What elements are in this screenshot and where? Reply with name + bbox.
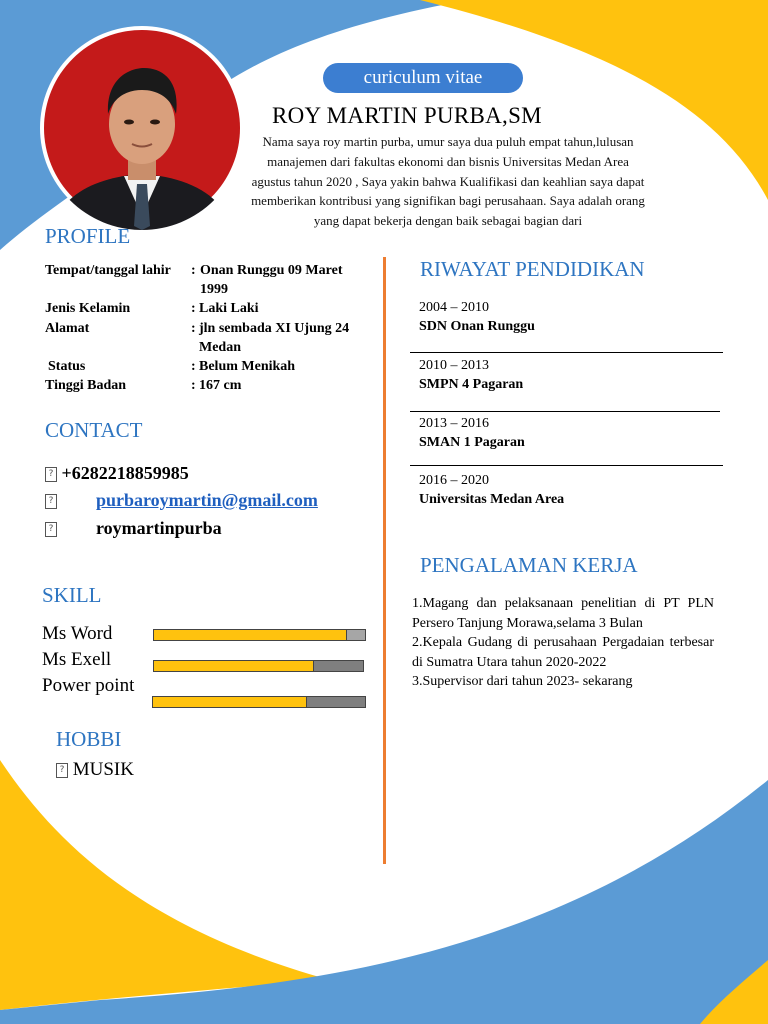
education-item bbox=[419, 357, 523, 395]
profile-row bbox=[45, 261, 371, 299]
skill-label: Power point bbox=[42, 675, 135, 696]
education-item bbox=[419, 415, 525, 453]
education-years: 2016 – 2020 bbox=[419, 473, 489, 488]
education-years: 2010 – 2013 bbox=[419, 358, 489, 373]
profile-value: 167 cm bbox=[199, 378, 242, 394]
profile-row bbox=[45, 319, 371, 357]
skill-bar-fill bbox=[153, 697, 307, 707]
profile-heading: PROFILE bbox=[45, 224, 131, 248]
profile-key: Tinggi Badan bbox=[45, 378, 127, 394]
contact-email-row bbox=[45, 490, 318, 511]
experience-heading: PENGALAMAN KERJA bbox=[420, 553, 638, 577]
experience-item: 3.Supervisor dari tahun 2023- sekarang bbox=[412, 674, 633, 689]
skill-bar-fill bbox=[154, 630, 347, 640]
contact-phone-row bbox=[45, 463, 189, 484]
social-icon: ? bbox=[45, 522, 57, 537]
skill-bar bbox=[153, 660, 364, 672]
contact-heading: CONTACT bbox=[45, 418, 143, 442]
cv-title-pill: curiculum vitae bbox=[323, 63, 523, 93]
contact-email-link[interactable]: purbaroymartin@gmail.com bbox=[96, 490, 318, 510]
profile-key: Status bbox=[48, 359, 86, 375]
skill-bar-fill bbox=[154, 661, 314, 671]
education-divider bbox=[410, 411, 720, 412]
profile-row bbox=[45, 299, 371, 318]
profile-value: jln sembada XI Ujung 24 Medan bbox=[199, 320, 350, 355]
phone-icon: ? bbox=[45, 467, 57, 482]
profile-key: Jenis Kelamin bbox=[45, 301, 131, 317]
contact-phone: +6282218859985 bbox=[61, 463, 189, 483]
skill-bar bbox=[152, 696, 366, 708]
skill-label: Ms Exell bbox=[42, 649, 112, 670]
education-years: 2004 – 2010 bbox=[419, 300, 489, 315]
education-school: Universitas Medan Area bbox=[419, 492, 565, 507]
skill-bar bbox=[153, 629, 366, 641]
education-school: SDN Onan Runggu bbox=[419, 319, 535, 334]
music-icon: ? bbox=[56, 763, 68, 778]
profile-value: Belum Menikah bbox=[199, 359, 296, 375]
profile-row bbox=[45, 357, 371, 376]
intro-paragraph: Nama saya roy martin purba, umur saya dua puluh empat tahun,lulusan manajemen dari fakultas ekonomi dan bisnis Universitas Medan Area agustus tahun 2020 , Saya yakin bahwa Kualifikasi dan keahlian saya dapat memberikan kontribusi yang signifikan bagi perusahaan. Saya adalah orang yang dapat bekerja dengan baik sebagai bagian dari bbox=[251, 134, 645, 229]
profile-sep: : bbox=[191, 378, 196, 394]
profile-sep: : bbox=[191, 359, 196, 375]
education-school: SMAN 1 Pagaran bbox=[419, 435, 525, 450]
experience-list bbox=[412, 594, 714, 692]
profile-key: Alamat bbox=[45, 320, 90, 336]
experience-item: 1.Magang dan pelaksanaan penelitian di PT PLN Persero Tanjung Morawa,selama 3 Bulan bbox=[412, 596, 714, 631]
profile-sep: : bbox=[191, 301, 196, 317]
column-divider bbox=[383, 257, 386, 864]
profile-table bbox=[45, 261, 371, 395]
contact-username: roymartinpurba bbox=[96, 518, 222, 538]
contact-username-row bbox=[45, 518, 222, 539]
profile-sep: : bbox=[191, 320, 196, 336]
education-item bbox=[419, 472, 564, 510]
skill-heading: SKILL bbox=[42, 583, 102, 607]
person-name: ROY MARTIN PURBA,SM bbox=[272, 103, 542, 128]
hobbi-heading: HOBBI bbox=[56, 727, 122, 751]
profile-value: Laki Laki bbox=[199, 301, 259, 317]
education-years: 2013 – 2016 bbox=[419, 416, 489, 431]
education-item bbox=[419, 299, 535, 337]
profile-value: Onan Runggu 09 Maret 1999 bbox=[200, 263, 343, 298]
profile-key: Tempat/tanggal lahir bbox=[45, 263, 171, 278]
profile-row bbox=[45, 376, 371, 395]
experience-item: 2.Kepala Gudang di perusahaan Pergadaian terbesar di Sumatra Utara tahun 2020-2022 bbox=[412, 635, 714, 670]
education-school: SMPN 4 Pagaran bbox=[419, 377, 524, 392]
education-divider bbox=[410, 352, 723, 353]
education-heading: RIWAYAT PENDIDIKAN bbox=[420, 257, 645, 281]
education-divider bbox=[410, 465, 723, 466]
skill-label: Ms Word bbox=[42, 623, 113, 644]
profile-sep: : bbox=[191, 263, 196, 278]
hobbi-item: ? MUSIK bbox=[56, 759, 134, 781]
email-icon: ? bbox=[45, 494, 57, 509]
profile-photo bbox=[40, 26, 244, 230]
